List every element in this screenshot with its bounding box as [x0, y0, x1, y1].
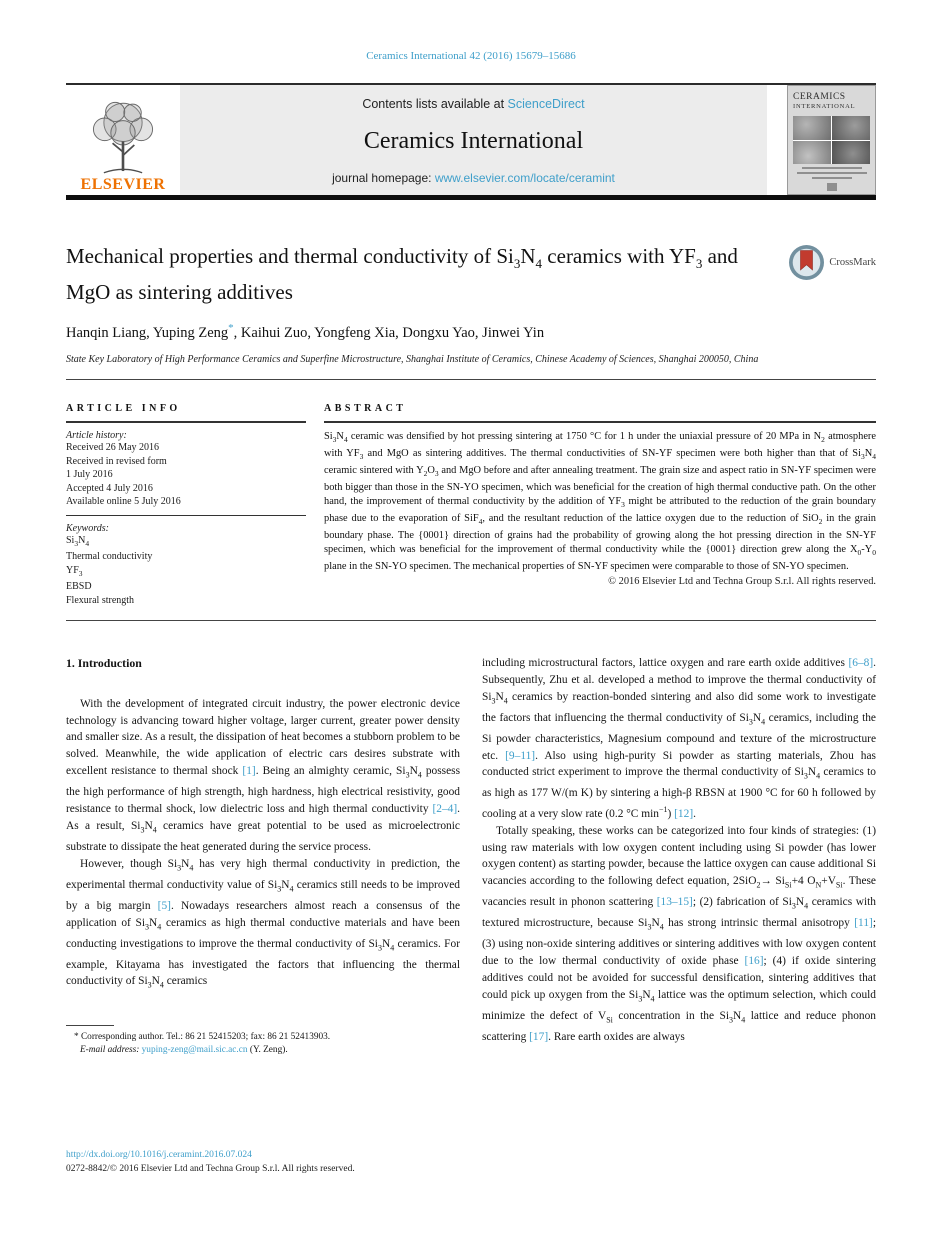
journal-citation[interactable]: Ceramics International 42 (2016) 15679–15686 [366, 50, 576, 62]
cover-publisher-mark [827, 183, 837, 191]
abstract-heading: ABSTRACT [324, 403, 407, 415]
abstract-copyright: © 2016 Elsevier Ltd and Techna Group S.r.l. All rights reserved. [608, 575, 876, 587]
keywords-label: Keywords: [66, 522, 109, 534]
crossmark-icon [788, 244, 825, 281]
page-footer [66, 1148, 355, 1176]
journal-homepage-link[interactable]: www.elsevier.com/locate/ceramint [434, 171, 615, 185]
body-paragraph: With the development of integrated circuit industry, the power electronic device technology is advancing toward higher voltage, larger current, greater power density and smaller size. As a result, the dissipation of heat becomes a stubborn problem to be solved. Meanwhile, the wide application of electric cars desires substrate with excellent resistance to thermal shock [1]. Being an almighty ceramic, $Si_3N_4$ possess the high performance of high strength, high hardness, high electrical resistivity, good resistance to thermal shock, low dielectric loss and high thermal conductivity [2–4]. As a result, $Si_3N_4$ ceramics have great potential to be used as microelectronic substrate to dissipate the heat generated during the service process. [66, 697, 461, 853]
ref-link-12[interactable]: [12] [674, 808, 694, 821]
cover-micrograph-grid [793, 116, 870, 164]
keyword-item: $Si_3N_4$ [66, 534, 90, 548]
body-right-column [482, 655, 876, 1057]
cover-title-line2: INTERNATIONAL [793, 103, 856, 110]
ref-link-2-4[interactable]: [2–4] [432, 802, 458, 815]
contents-prefix: Contents lists available at [362, 97, 505, 111]
corresponding-author-footnote [66, 1025, 460, 1057]
article-history-label: Article history: [66, 430, 127, 442]
elsevier-wordmark: ELSEVIER [80, 176, 166, 193]
ref-link-17[interactable]: [17] [529, 1031, 549, 1043]
info-abstract-section [66, 380, 876, 607]
footnote-contact-line: * Corresponding author. Tel.: 86 21 52415203; fax: 86 21 52413903. [74, 1031, 331, 1042]
email-label: E-mail address: [80, 1044, 140, 1055]
keyword-item: EBSD [66, 581, 92, 593]
history-item: Available online 5 July 2016 [66, 496, 181, 508]
body-paragraph: However, though $Si_3N_4$ has very high thermal conductivity in prediction, the experimental thermal conductivity value of $Si_3N_4$ ceramics still needs to be improved by a big margin [5]. Nowadays researchers almost reach a consensus of the application of $Si_3N_4$ ceramics as high thermal conductive materials and have been conducting investigations to improve the thermal conductivity of $Si_3N_4$ ceramics. For example, Kitayama has investigated the factors that influencing the thermal conductivity of $Si_3N_4$ ceramics [66, 857, 460, 990]
article-body [66, 621, 876, 1057]
doi-link[interactable]: http://dx.doi.org/10.1016/j.ceramint.2016.07.024 [66, 1150, 252, 1160]
elsevier-tree-icon [76, 98, 170, 178]
corresponding-author-asterisk[interactable]: * [228, 322, 234, 335]
divider [324, 421, 876, 423]
cover-text-bar [812, 177, 852, 179]
journal-homepage-line [188, 171, 759, 185]
email-suffix: (Y. Zeng). [249, 1044, 288, 1055]
body-paragraph: including microstructural factors, lattice oxygen and rare earth oxide additives [6–8]. Subsequently, Zhu et al. developed a method to improve the thermal conductivity of $Si_3N_4$ ceramics by reaction-bonded sintering and also did some work to investigate the factors that influencing the thermal conductivity of $Si_3N_4$ ceramics, including the Si powder characteristics, Magnesium compound and texture of the microstructure etc. [9–11]. Also using high-purity Si powder as starting materials, Zhou has conducted strict experiment to improve the thermal conductivity of $Si_3N_4$ ceramics to as high as 177 W/(m K) by sintering a high-β RBSN at 1900 °C for 60 h followed by cooling at a very slow rate (0.2 °C $\min^{-1}$) [12]. [482, 657, 877, 821]
body-paragraph: Totally speaking, these works can be categorized into four kinds of strategies: (1) using raw materials with low oxygen content including using Si powder (has lower oxygen content) as starting powder, because the lattice oxygen can cause additional Si vacancies according to the following defect equation, $2SiO_2\to Si_{Si}+4$ $O_N+V_{Si}$. These vacancies result in phonon scattering [13–15]; (2) fabrication of $Si_3N_4$ ceramics with textured microstructure, because $Si_3N_4$ has strong intrinsic thermal anisotropy [11]; (3) using non-oxide sintering additives or sintering additives with low oxygen content due to the low thermal conductivity of oxide phase [16]; (4) if oxide sintering additives could not be avoided for successful densification, sintering additives that could pick up oxygen from the $Si_3N_4$ lattice was the optimum selection, which could minimize the defect of $V_{Si}$ concentration in the $Si_3N_4$ lattice and reduce phonon scattering [17]. Rare earth oxides are always [482, 824, 876, 1043]
crossmark-badge[interactable] [788, 244, 876, 281]
paper-title: Mechanical properties and thermal conductivity of $Si_3N_4$ ceramics with $YF_3$ and MgO as sintering additives [66, 244, 738, 305]
section-heading-introduction: 1. Introduction [66, 656, 142, 671]
journal-banner-center [180, 85, 767, 195]
divider [66, 515, 306, 516]
history-item: Received 26 May 2016 [66, 442, 160, 454]
sciencedirect-link[interactable]: ScienceDirect [507, 97, 585, 111]
ref-link-9-11[interactable]: [9–11] [505, 749, 536, 762]
ref-link-16[interactable]: [16] [744, 955, 764, 968]
cover-title-line1: CERAMICS [793, 92, 846, 102]
keyword-item: $YF_3$ [66, 564, 83, 578]
footnote-rule [66, 1025, 114, 1026]
ref-link-5[interactable]: [5] [157, 899, 171, 912]
cover-text-bar [797, 172, 867, 174]
issn-copyright-line: 0272-8842/© 2016 Elsevier Ltd and Techna Group S.r.l. All rights reserved. [66, 1164, 355, 1174]
ref-link-1[interactable]: [1] [242, 765, 256, 777]
article-info-column [66, 403, 306, 607]
cover-text-bar [802, 167, 862, 169]
history-item: Received in revised form [66, 455, 167, 467]
journal-title: Ceramics International [363, 127, 584, 154]
crossmark-label: CrossMark [829, 257, 876, 268]
journal-cover-thumbnail[interactable] [787, 85, 876, 195]
divider [66, 421, 306, 423]
ref-link-6-8[interactable]: [6–8] [848, 657, 874, 670]
history-item: 1 July 2016 [66, 469, 113, 481]
footnote-email-line [66, 1044, 460, 1057]
article-info-heading: ARTICLE INFO [66, 403, 181, 415]
ref-link-13-15[interactable]: [13–15] [656, 896, 693, 909]
elsevier-logo[interactable] [66, 85, 180, 195]
affiliation: State Key Laboratory of High Performance Ceramics and Superfine Microstructure, Shanghai Institute of Ceramics, Chinese Academy of Sciences, Shanghai 200050, China [66, 354, 759, 366]
keyword-item: Thermal conductivity [66, 551, 153, 563]
journal-header-banner [66, 85, 876, 195]
cover-title [793, 92, 870, 112]
author-list: Hanqin Liang, Yuping Zeng*, Kaihui Zuo, Yongfeng Xia, Dongxu Yao, Jinwei Yin [66, 322, 545, 342]
homepage-label: journal homepage: [332, 171, 432, 185]
abstract-column [324, 403, 876, 607]
contents-list-line [188, 97, 759, 111]
body-left-column [66, 655, 460, 1057]
history-item: Accepted 4 July 2016 [66, 482, 153, 494]
keyword-item: Flexural strength [66, 594, 135, 606]
ref-link-11[interactable]: [11] [854, 917, 873, 930]
email-link[interactable]: yuping-zeng@mail.sic.ac.cn [141, 1044, 248, 1055]
abstract-text: $Si_3N_4$ ceramic was densified by hot pressing sintering at 1750 °C for 1 h under the uniaxial pressure of 20 MPa in $N_2$ atmosphere with $YF_3$ and MgO as sintering additives. The thermal conductivities of SN-YF specimen were both higher than that of $Si_3N_4$ ceramic sintered with $Y_2O_3$ and MgO before and after annealing treatment. The grain size and aspect ratio in SN-YF specimen were both bigger than those in the SN-YO specimen, which was beneficial for the creation of high thermal conductive path. On the other hand, the improvement of thermal conductivity by the addition of $YF_3$ might be attributed to the reduction of the grain boundary phase due to the evaporation of SiF$_4$, and the resultant reduction of the lattice oxygen due to the reduction of SiO$_2$ in the grain boundary phase. The {0001} direction of grains had the probability of growing along the hot pressing direction in the SN-YF specimen, which was beneficial for the improvement of thermal conductivity while the {0001} direction grew along the $X_0-Y_0$ plane in the SN-YO specimen. The mechanical properties of SN-YF specimen were comparable to those of SN-YO specimen. [324, 431, 877, 572]
title-block [66, 200, 876, 366]
